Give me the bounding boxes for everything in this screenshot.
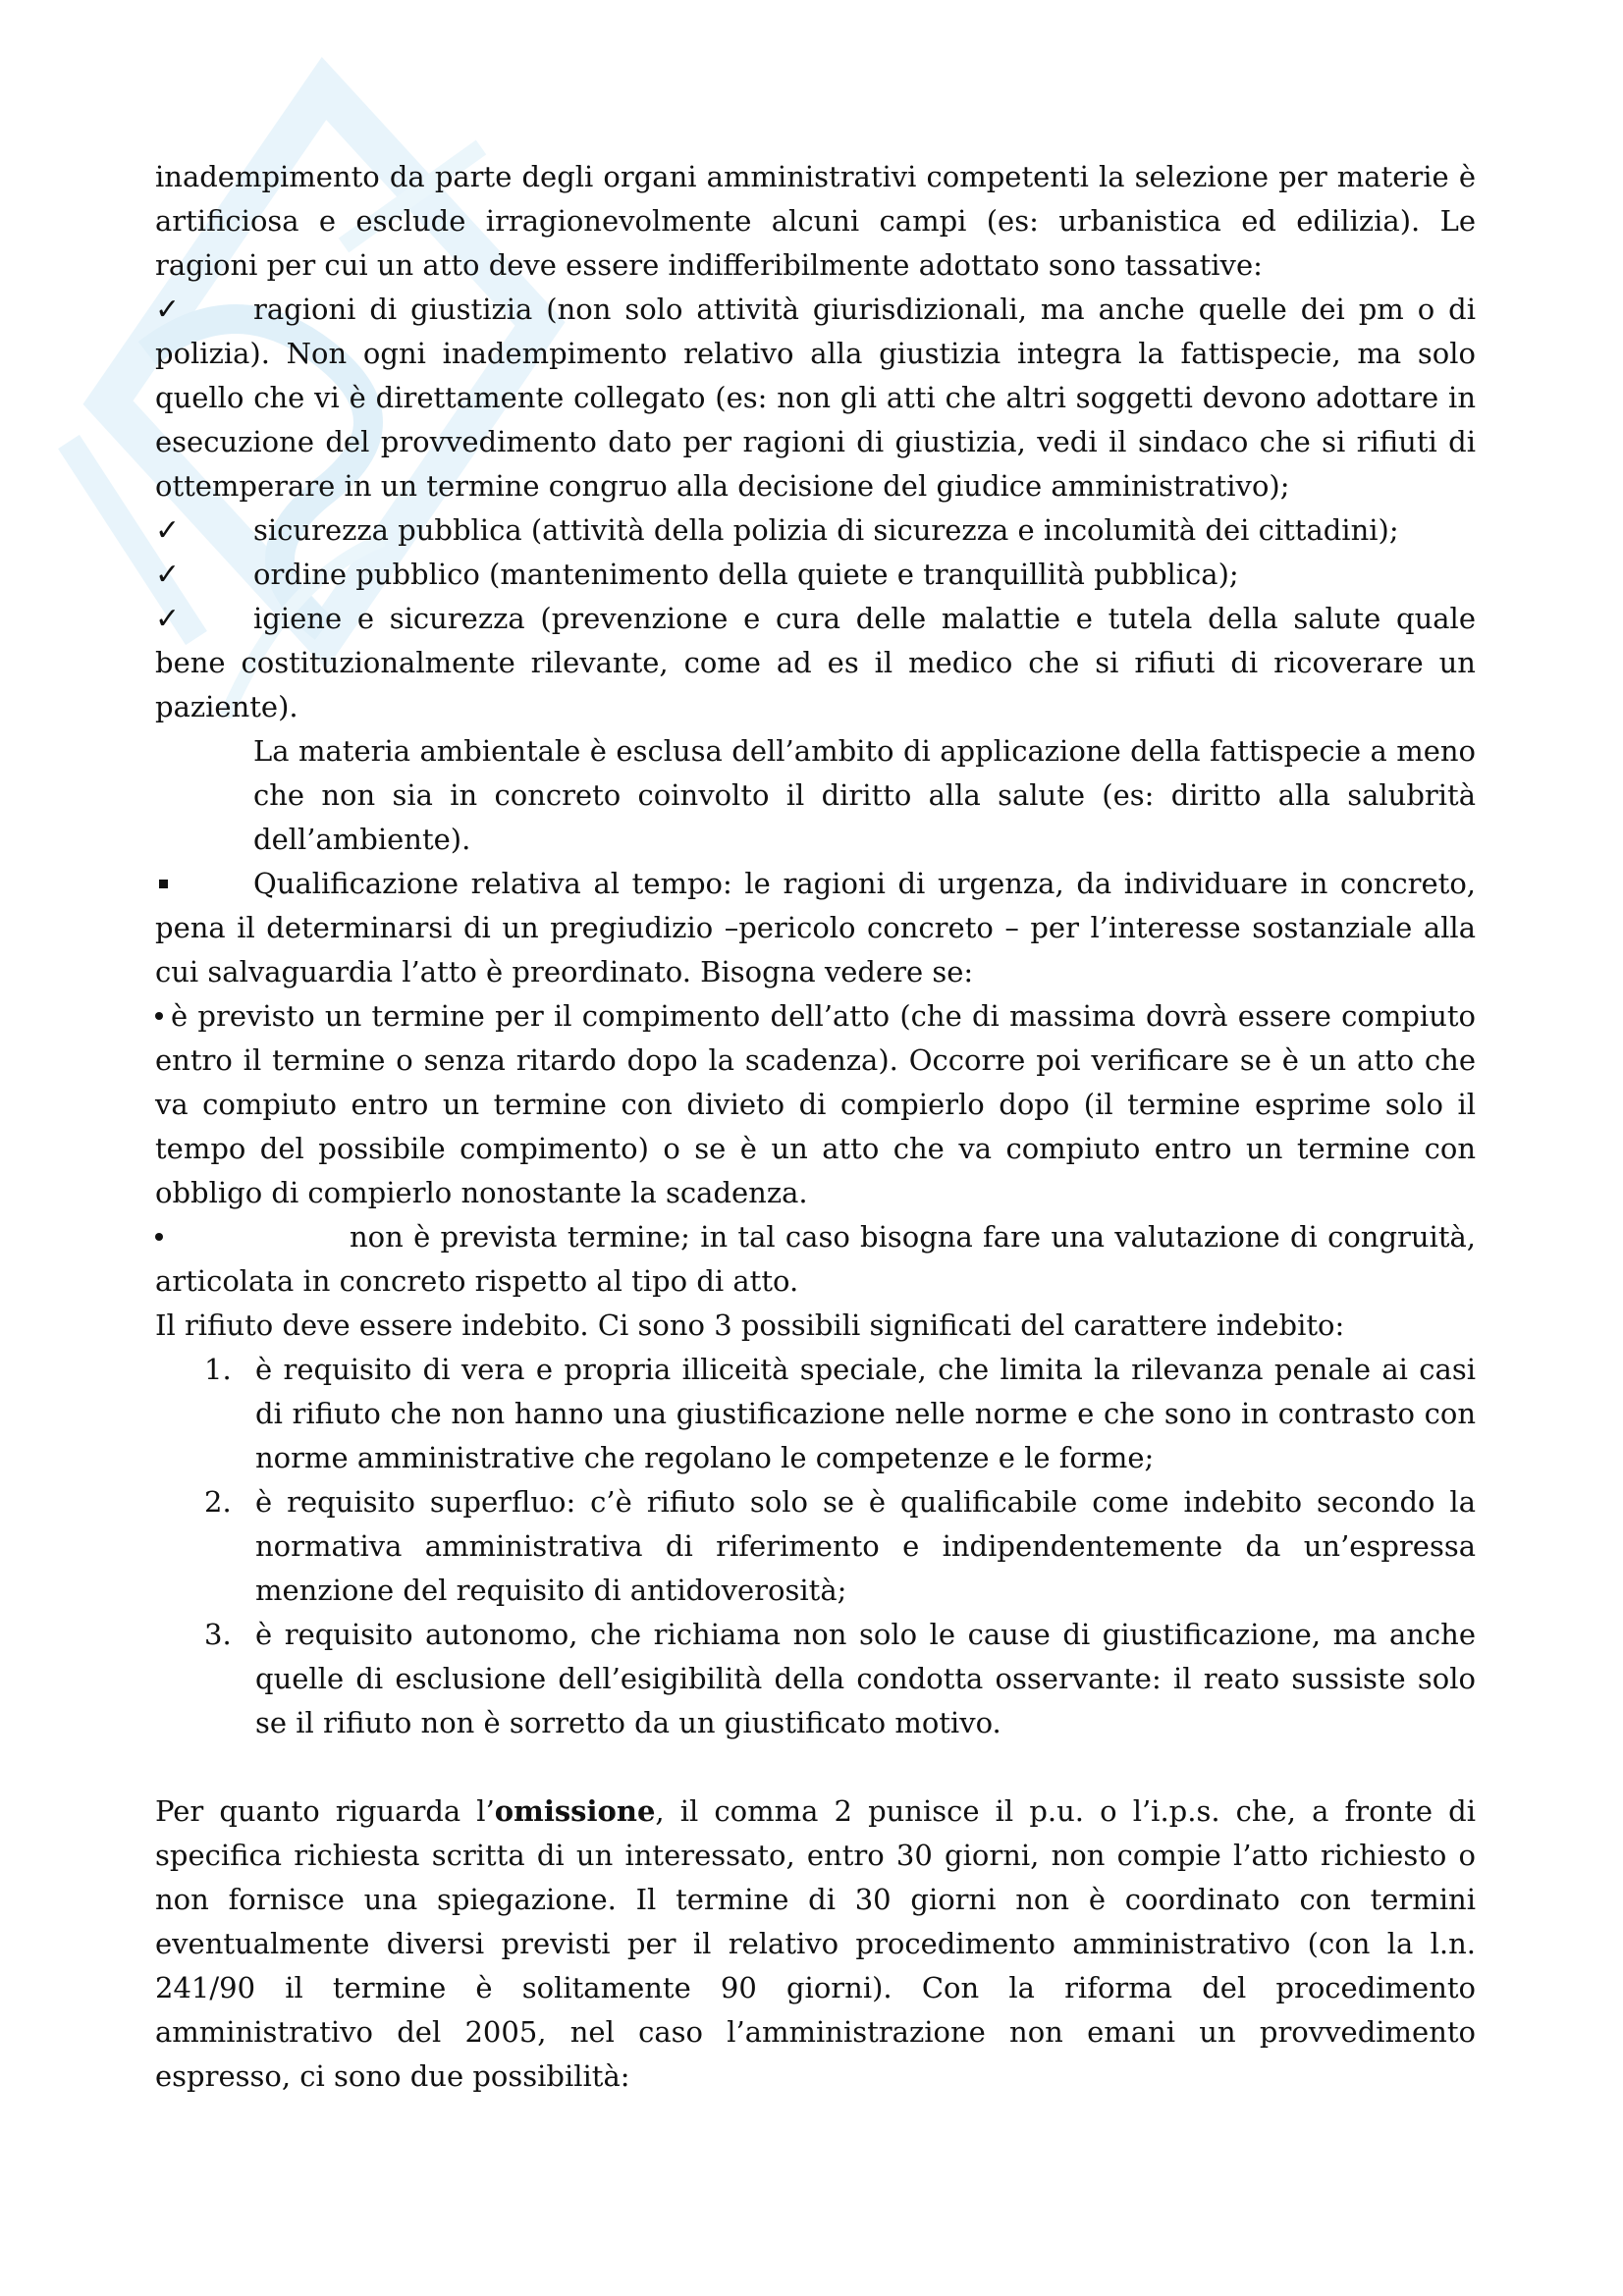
check-icon: ✓ [155, 558, 181, 592]
omission-term: omissione [494, 1794, 656, 1828]
paragraph-gap [155, 1745, 1476, 1789]
time-qualification-item: Qualificazione relativa al tempo: le ragioni di urgenza, da individuare in concreto, pena il determinarsi di un pregiudizio –pericolo concreto – per l’interesse sostanziale alla cui salvaguardia l’atto è preordinato. Bisogna vedere se: [155, 867, 1476, 988]
omission-paragraph: Per quanto riguarda l’omissione, il comma 2 punisce il p.u. o l’i.p.s. che, a fronte di specifica richiesta scritta di un interessato, entro 30 giorni, non compie l’atto richiesto o non fornisce una spiegazione. Il termine di 30 giorni non è coordinato con termini eventualmente diversi previsti per il relativo procedimento amministrativo (con la l.n. 241/90 il termine è solitamente 90 giorni). Con la riforma del procedimento amministrativo del 2005, nel caso l’amministrazione non emani un provvedimento espresso, ci sono due possibilità: [155, 1794, 1477, 2093]
square-bullet-icon [159, 880, 168, 888]
check-icon: ✓ [155, 602, 181, 636]
bullet-item-no-term: non è prevista termine; in tal caso bisogna fare una valutazione di congruità, articolata in concreto rispetto al tipo di atto. [155, 1220, 1476, 1298]
check-item-justice: ✓ ragioni di giustizia (non solo attività giurisdizionali, ma anche quelle dei pm o di polizia). Non ogni inadempimento relativo alla giustizia integra la fattispecie, ma solo quello che vi è direttamente collegato (es: non gli atti che altri soggetti devono adottare in esecuzione del provvedimento dato per ragioni di giustizia, vedi il sindaco che si rifiuti di ottemperare in un termine congruo alla decisione del giudice amministrativo); [155, 288, 1476, 508]
environment-note: La materia ambientale è esclusa dell’ambito di applicazione della fattispecie a meno che non sia in concreto coinvolto il diritto alla salute (es: diritto alla salubrità dell’ambiente). [253, 734, 1476, 856]
check-icon: ✓ [155, 513, 181, 548]
bullet-icon [155, 1233, 163, 1241]
meanings-list [155, 1348, 1476, 1745]
list-item: 1. è requisito di vera e propria illiceità speciale, che limita la rilevanza penale ai casi di rifiuto che non hanno una giustificazione nelle norme e che sono in contrasto con norme amministrative che regolano le competenze e le forme; [204, 1353, 1476, 1474]
bullet-icon [155, 1012, 163, 1020]
check-item-public-order: ✓ ordine pubblico (mantenimento della quiete e tranquillità pubblica); [155, 553, 1476, 597]
list-item: 2. è requisito superfluo: c’è rifiuto solo se è qualificabile come indebito secondo la normativa amministrativa di riferimento e indipendentemente da un’espressa menzione del requisito di antidoverosità; [204, 1485, 1476, 1607]
document-body [155, 155, 1476, 2099]
check-item-public-security: ✓ sicurezza pubblica (attività della polizia di sicurezza e incolumità dei cittadini); [155, 508, 1476, 553]
list-item: 3. è requisito autonomo, che richiama non solo le cause di giustificazione, ma anche quelle di esclusione dell’esigibilità della condotta osservante: il reato sussiste solo se il rifiuto non è sorretto da un giustificato motivo. [204, 1618, 1476, 1739]
bullet-item-term-provided: è previsto un termine per il compimento dell’atto (che di massima dovrà essere compiuto entro il termine o senza ritardo dopo la scadenza). Occorre poi verificare se è un atto che va compiuto entro un termine con divieto di compierlo dopo (il termine esprime solo il tempo del possibile compimento) o se è un atto che va compiuto entro un termine con obbligo di compierlo nonostante la scadenza. [155, 999, 1476, 1209]
check-item-hygiene: ✓ igiene e sicurezza (prevenzione e cura delle malattie e tutela della salute quale bene costituzionalmente rilevante, come ad es il medico che si rifiuti di ricoverare un paziente). [155, 597, 1476, 729]
refusal-intro: Il rifiuto deve essere indebito. Ci sono 3 possibili significati del carattere indebito: [155, 1308, 1345, 1342]
intro-paragraph: inadempimento da parte degli organi amministrativi competenti la selezione per materie è artificiosa e esclude irragionevolmente alcuni campi (es: urbanistica ed edilizia). Le ragioni per cui un atto deve essere indifferibilmente adottato sono tassative: [155, 160, 1476, 282]
check-icon: ✓ [155, 293, 181, 327]
